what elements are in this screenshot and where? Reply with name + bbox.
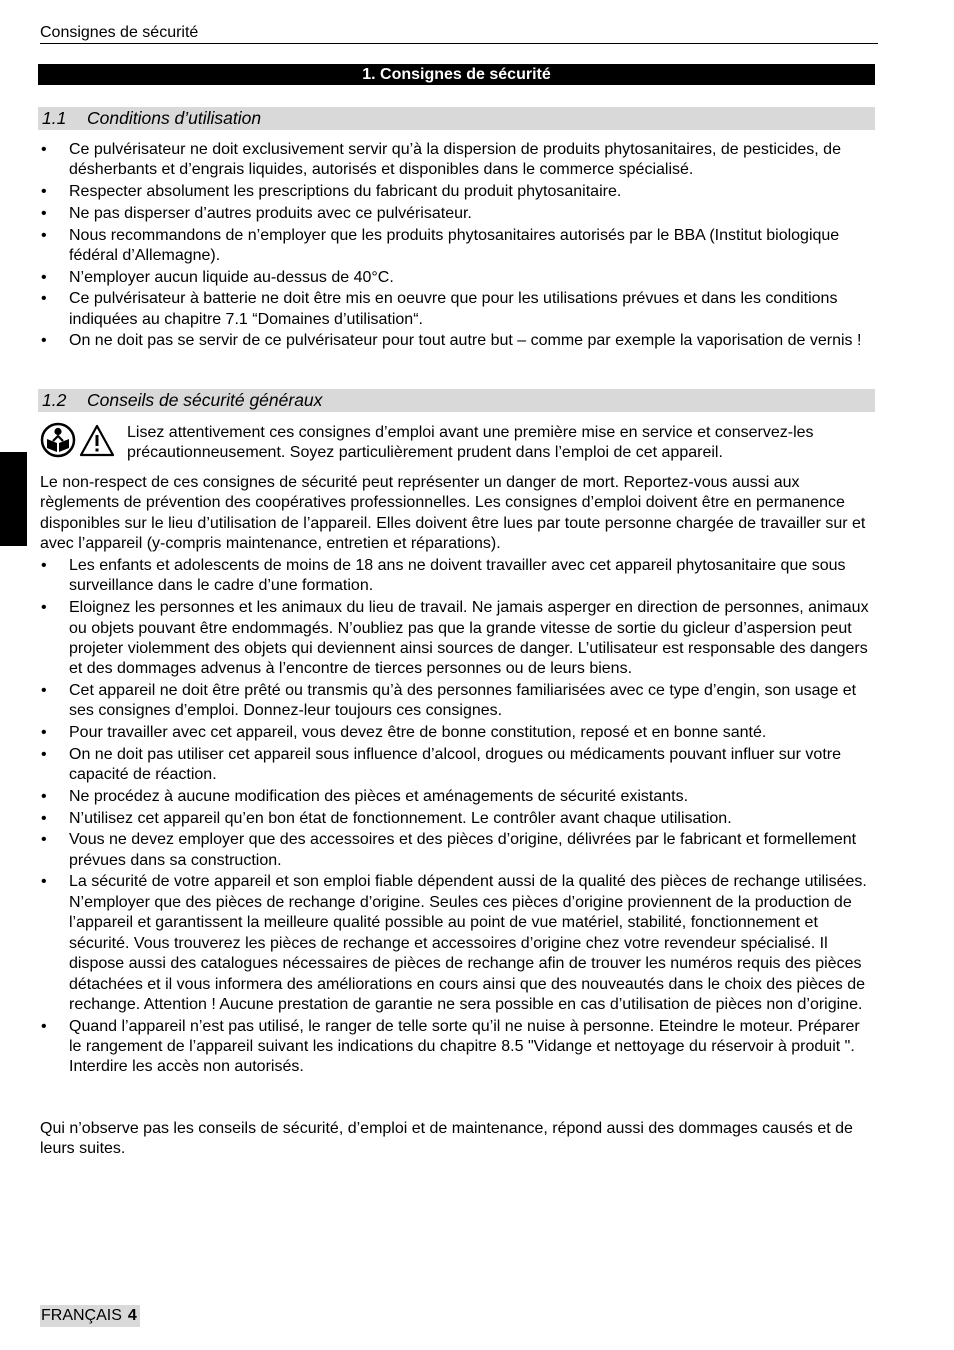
list-item: • Respecter absolument les prescriptions du fabricant du produit phytosanitaire. (40, 182, 876, 202)
footer-language: FRANÇAIS (41, 1307, 122, 1324)
list-item: • Eloignez les personnes et les animaux du lieu de travail. Ne jamais asperger en direction de personnes, animaux ou objets pouvant être endommagés. N’oubliez pas que la grande vitesse de sortie du gicleur d’aspersion peut projeter violemment des objets qui deviennent ainsi sources de danger. L’utilisateur est responsable des dangers et des dommages advenus à l’encontre de tierces personnes ou de leurs biens. (40, 598, 876, 680)
read-manual-icon (42, 424, 74, 456)
section-title: Conditions d’utilisation (87, 108, 262, 128)
section-heading-1-1 (38, 107, 875, 130)
list-item: • On ne doit pas se servir de ce pulvérisateur pour tout autre but – comme par exemple la vaporisation de vernis ! (40, 331, 876, 351)
section-number: 1.2 (42, 390, 67, 410)
list-item: • Ne pas disperser d’autres produits avec ce pulvérisateur. (40, 204, 876, 224)
usage-conditions-list (40, 140, 876, 353)
list-item: • Ne procédez à aucune modification des pièces et aménagements de sécurité existants. (40, 787, 876, 807)
list-item: • Ce pulvérisateur à batterie ne doit être mis en oeuvre que pour les utilisations prévues et dans les conditions indiquées au chapitre 7.1 “Domaines d’utilisation“. (40, 289, 876, 330)
page-number: 4 (127, 1307, 137, 1324)
warning-triangle-icon (81, 426, 113, 455)
page-footer (40, 1305, 140, 1327)
closing-paragraph: Qui n’observe pas les conseils de sécurité, d’emploi et de maintenance, répond aussi des dommages causés et de leurs suites. (40, 1120, 853, 1158)
list-item: • Pour travailler avec cet appareil, vous devez être de bonne constitution, reposé et en bonne santé. (40, 723, 876, 743)
intro-paragraph: Le non-respect de ces consignes de sécurité peut représenter un danger de mort. Reportez-vous aussi aux règlements de prévention des coopératives professionnelles. Les consignes d’emploi doivent être en permanence disponibles sur le lieu d’utilisation de l’appareil. Elles doivent être lues par toute personne chargée de travailler sur et avec l’appareil (y-compris maintenance, entretien et réparations). (40, 474, 866, 553)
list-item: • Les enfants et adolescents de moins de 18 ans ne doivent travailler avec cet appareil phytosanitaire que sous surveillance dans le cadre d’une formation. (40, 556, 876, 597)
list-item: • Quand l’appareil n’est pas utilisé, le ranger de telle sorte qu’il ne nuise à personne. Eteindre le moteur. Préparer le rangement de l’appareil suivant les indications du chapitre 8.5 "Vidange et nettoyage du réservoir à produit ". Interdire les accès non autorisés. (40, 1017, 876, 1078)
list-item: • N’utilisez cet appareil qu’en bon état de fonctionnement. Le contrôler avant chaque utilisation. (40, 809, 876, 829)
section-number: 1.1 (42, 108, 67, 128)
safety-icons (40, 422, 116, 460)
side-thumb-tab (0, 452, 27, 546)
list-item: • Nous recommandons de n’employer que les produits phytosanitaires autorisés par le BBA (Institut biologique fédéral d’Allemagne). (40, 226, 876, 267)
list-item: • La sécurité de votre appareil et son emploi fiable dépendent aussi de la qualité des pièces de rechange utilisées. N’employer que des pièces de rechange d’origine. Seules ces pièces d’origine proviennent de la production de l’appareil et garantissent la meilleure qualité possible au point de vue matériel, stabilité, fonctionnement et sécurité. Vous trouverez les pièces de rechange et accessoires d’origine chez votre revendeur spécialisé. Il dispose aussi des catalogues nécessaires de pièces de rechange afin de trouver les numéros requis des pièces détachées et il vous informera des améliorations en cours ainsi que des nouveautés dans le choix des pièces de rechange. Attention ! Aucune prestation de garantie ne sera possible en cas d’utilisation de pièces non d’origine. (40, 872, 876, 1015)
list-item: • N’employer aucun liquide au-dessus de 40°C. (40, 268, 876, 288)
section-heading-1-2 (38, 389, 875, 412)
general-safety-list (40, 556, 876, 1079)
list-item: • Ce pulvérisateur ne doit exclusivement servir qu’à la dispersion de produits phytosanitaires, de pesticides, de désherbants et d’engrais liquides, autorisés et disponibles dans le commerce spécialisé. (40, 140, 876, 181)
list-item: • Cet appareil ne doit être prêté ou transmis qu’à des personnes familiarisées avec ce type d’engin, son usage et ses consignes d’emploi. Donnez-leur toujours ces consignes. (40, 681, 876, 722)
warning-notice: Lisez attentivement ces consignes d’emploi avant une première mise en service et conservez-les précautionneusement. Soyez particulièrement prudent dans l’emploi de cet appareil. (127, 424, 814, 462)
list-item: • Vous ne devez employer que des accessoires et des pièces d’origine, délivrées par le fabricant et formellement prévues dans sa construction. (40, 830, 876, 871)
chapter-title: 1. Consignes de sécurité (38, 64, 875, 85)
list-item: • On ne doit pas utiliser cet appareil sous influence d’alcool, drogues ou médicaments pouvant influer sur votre capacité de réaction. (40, 745, 876, 786)
running-header: Consignes de sécurité (40, 24, 878, 44)
section-title: Conseils de sécurité généraux (87, 390, 323, 410)
